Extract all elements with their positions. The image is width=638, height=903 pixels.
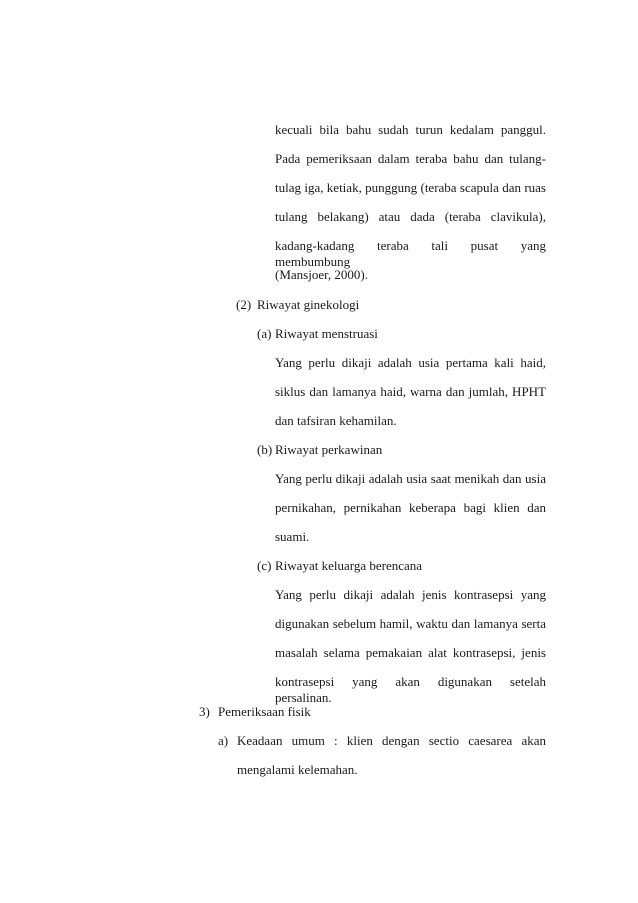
paragraph-line: mengalami kelemahan. (237, 762, 358, 777)
paragraph-line: Keadaan umum : klien dengan sectio caesarea akan (237, 733, 546, 748)
list-marker: (b) (257, 442, 273, 457)
paragraph-line: dan tafsiran kehamilan. (275, 413, 397, 428)
paragraph-line: digunakan sebelum hamil, waktu dan lamanya serta (275, 616, 546, 631)
list-marker: (c) (257, 558, 272, 573)
list-marker: a) (218, 733, 229, 748)
paragraph-line: tulang belakang) atau dada (teraba clavikula), (275, 209, 546, 224)
subsection-heading: Riwayat perkawinan (275, 442, 383, 457)
list-marker: (a) (257, 326, 272, 341)
paragraph-line: masalah selama pemakaian alat kontrasepsi, jenis (275, 645, 546, 660)
paragraph-line: kontrasepsi yang akan digunakan setelah persalinan. (275, 674, 546, 705)
paragraph-line: (Mansjoer, 2000). (275, 267, 368, 282)
subsection-heading: Riwayat keluarga berencana (275, 558, 423, 573)
paragraph-line: Pada pemeriksaan dalam teraba bahu dan tulang- (275, 151, 546, 166)
paragraph-line: siklus dan lamanya haid, warna dan jumlah, HPHT (275, 384, 546, 399)
section-heading: Riwayat ginekologi (257, 297, 360, 312)
paragraph-line: Yang perlu dikaji adalah jenis kontrasepsi yang (275, 587, 546, 602)
section-heading: Pemeriksaan fisik (218, 704, 311, 719)
paragraph-line: tulag iga, ketiak, punggung (teraba scapula dan ruas (275, 180, 546, 195)
subsection-heading: Riwayat menstruasi (275, 326, 378, 341)
paragraph-line: pernikahan, pernikahan keberapa bagi klien dan (275, 500, 546, 515)
paragraph-line: kecuali bila bahu sudah turun kedalam panggul. (275, 122, 546, 137)
paragraph-line: Yang perlu dikaji adalah usia saat menikah dan usia (275, 471, 546, 486)
list-marker: 3) (199, 704, 210, 719)
paragraph-line: Yang perlu dikaji adalah usia pertama kali haid, (275, 355, 546, 370)
paragraph-line: kadang-kadang teraba tali pusat yang membumbung (275, 238, 546, 269)
list-marker: (2) (236, 297, 252, 312)
paragraph-line: suami. (275, 529, 310, 544)
